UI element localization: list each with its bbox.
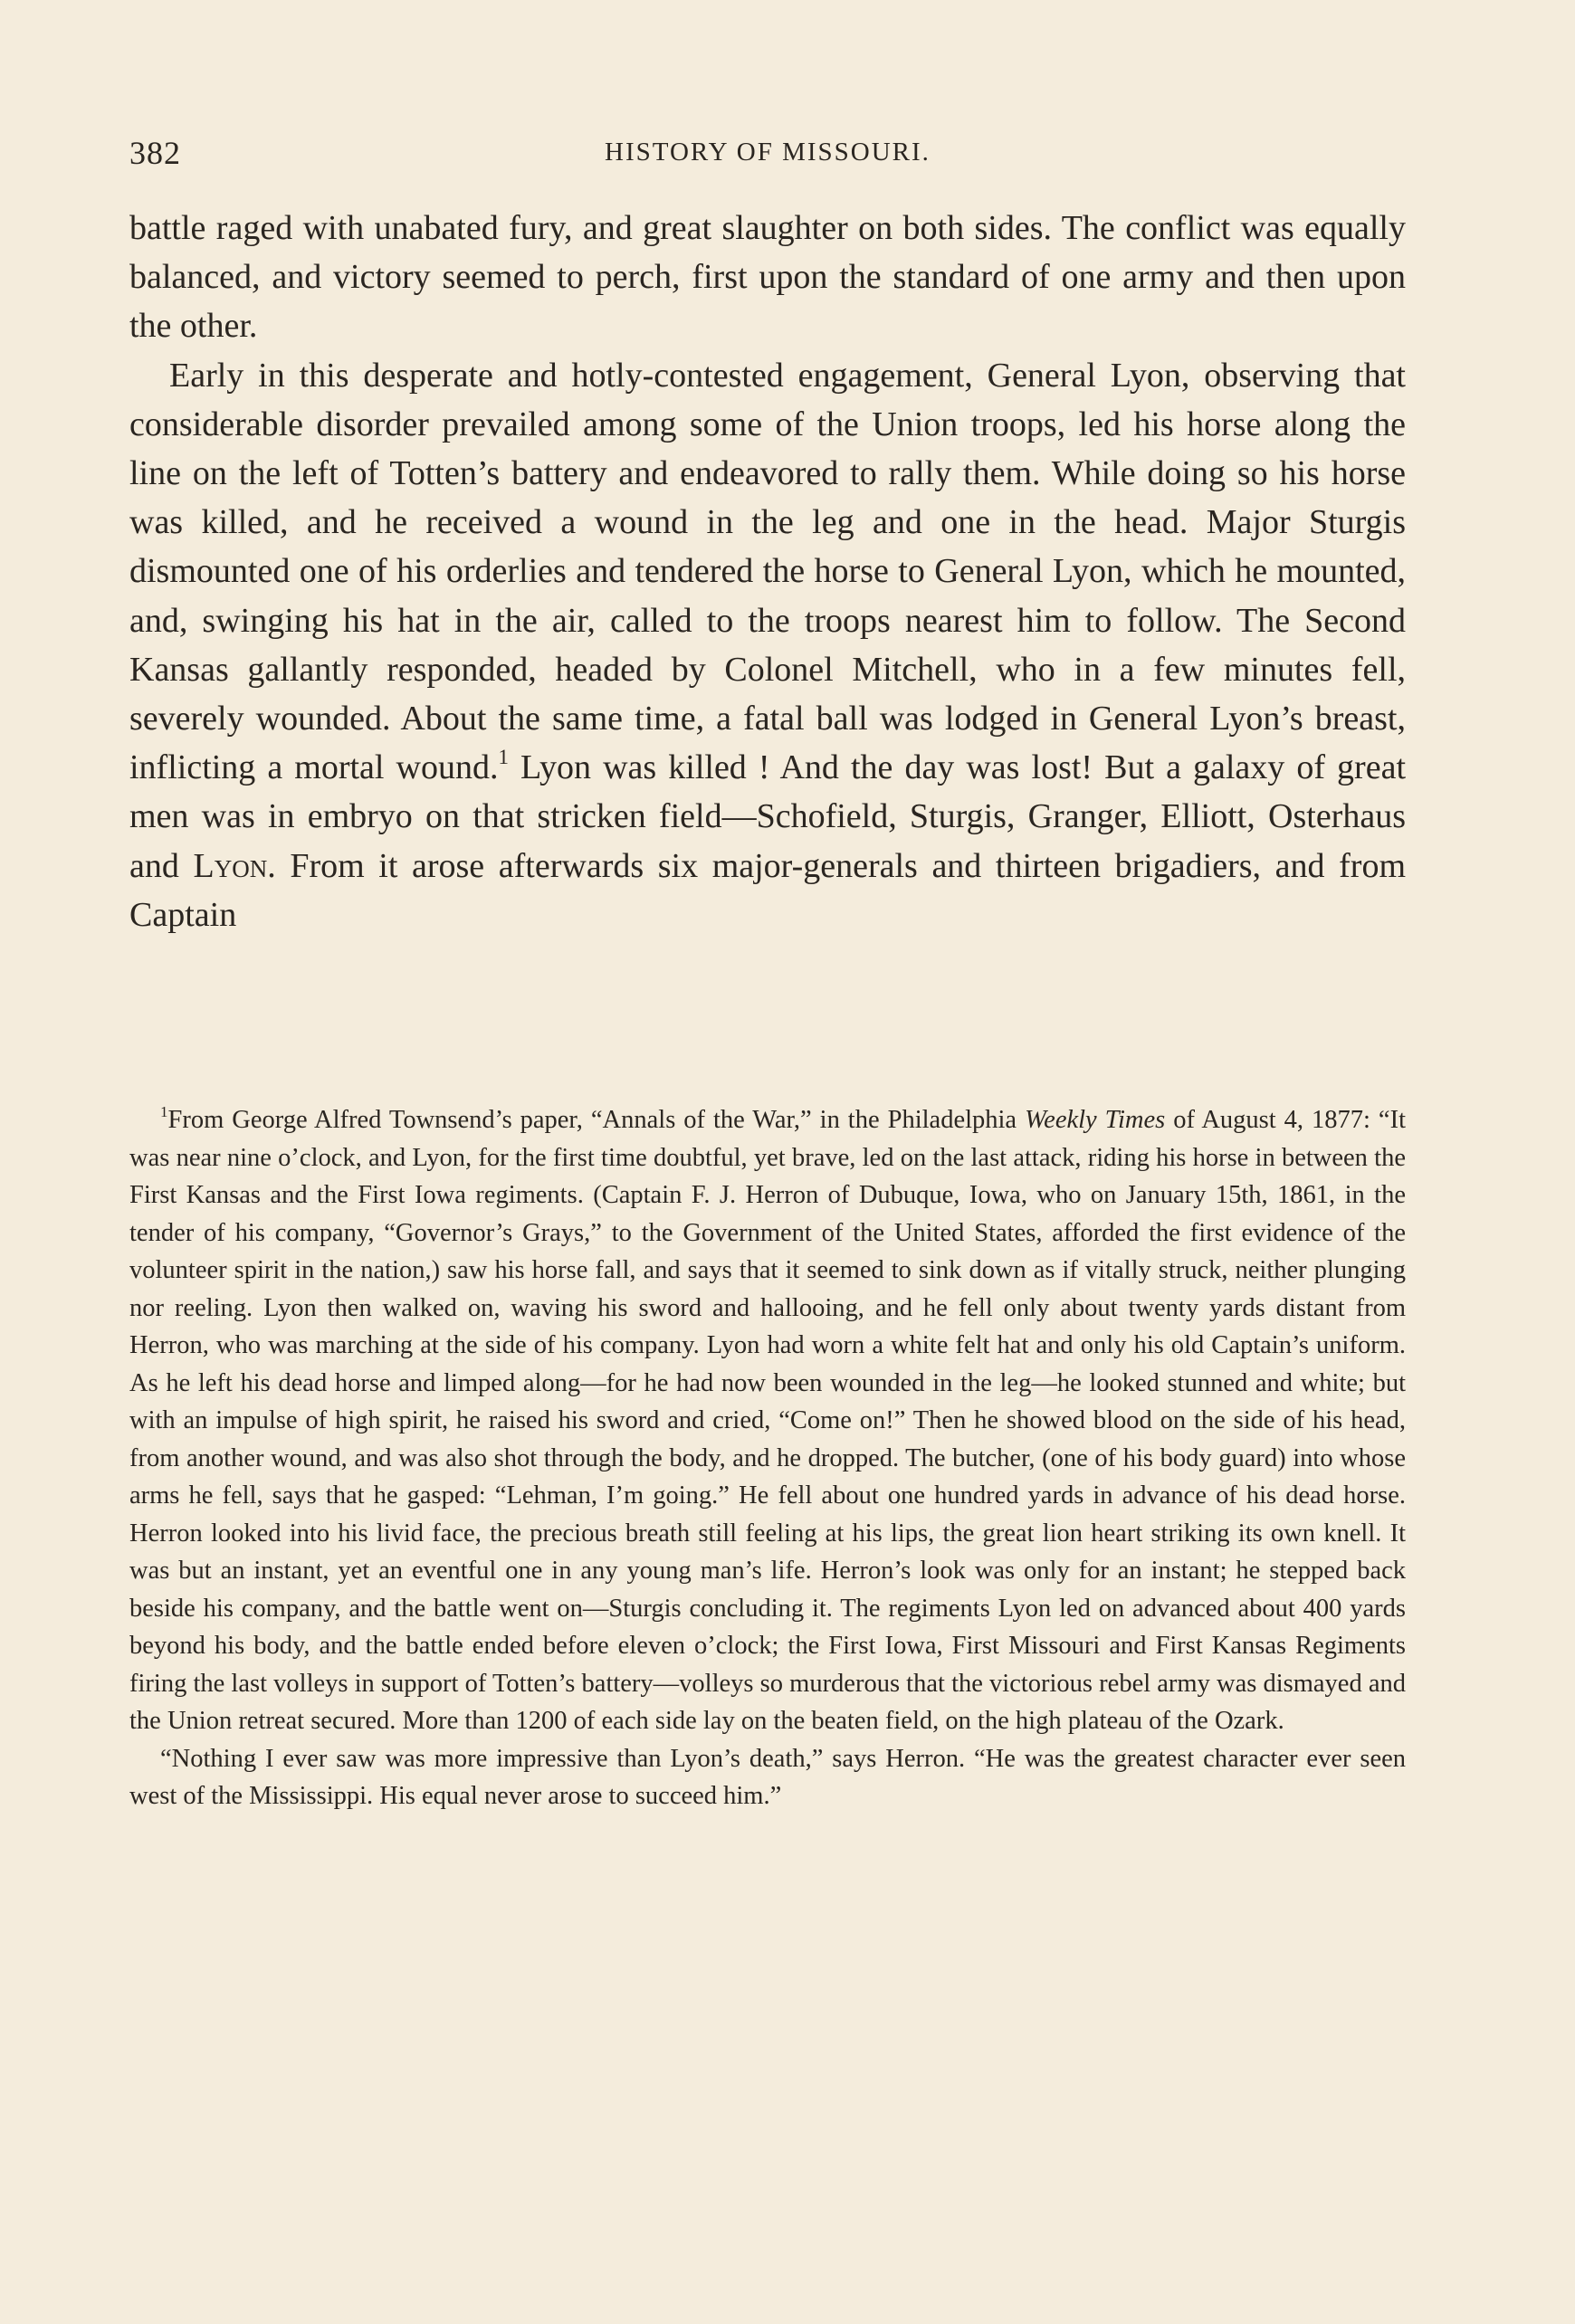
main-text [129, 204, 1406, 939]
paragraph-continuation: battle raged with unabated fury, and great slaughter on both sides. The conflict was equally balanced, and victory seemed to perch, first upon the standard of one army and then upon the other. [129, 209, 1406, 346]
footnote-text-part: of August 4, 1877: “It was near nine o’clock, and Lyon, for the first time doubtful, yet brave, led on the last attack, riding his horse in between the First Kansas and the First Iowa regiments. (Captain F. J. Herron of Dubuque, Iowa, who on January 15th, 1861, in the tender of his company, “Governor’s Grays,” to the Government of the United States, afforded the first evidence of the volunteer spirit in the nation,) saw his horse fall, and says that it seemed to sink down as if vitally struck, neither plunging nor reeling. Lyon then walked on, waving his sword and hallooing, and he fell only about twenty yards distant from Herron, who was marching at the side of his company. Lyon had worn a white felt hat and only his old Captain’s uniform. As he left his dead horse and limped along—for he had now been wounded in the leg—he looked stunned and white; but with an impulse of high spirit, he raised his sword and cried, “Come on!” Then he showed blood on the side of his head, from another wound, and was also shot through the body, and he dropped. The butcher, (one of his body guard) into whose arms he fell, says that he gasped: “Lehman, I’m going.” He fell about one hundred yards in advance of his dead horse. Herron looked into his livid face, the precious breath still feeling at his lips, the great lion heart striking its own knell. It was but an instant, yet an eventful one in any young man’s life. Herron’s look was only for an instant; he stepped back beside his company, and the battle went on—Sturgis concluding it. The regiments Lyon led on advanced about 400 yards beyond his body, and the battle ended before eleven o’clock; the First Iowa, First Missouri and First Kansas Regiments firing the last volleys in support of Totten’s battery—volleys so murderous that the victorious rebel army was dismayed and the Union retreat secured. More than 1200 of each side lay on the beaten field, on the high plateau of the Ozark. [129, 1106, 1406, 1735]
page-header [129, 134, 1406, 179]
footnote-reference: 1 [498, 746, 509, 769]
footnote-text-part: From George Alfred Townsend’s paper, “Annals of the War,” in the Philadelphia [167, 1106, 1026, 1134]
footnote-quote: “Nothing I ever saw was more impressive than Lyon’s death,” says Herron. “He was the greatest character ever seen west of the Mississippi. His equal never arose to succeed him.” [129, 1744, 1406, 1810]
paragraph-text-part: . From it arose afterwards six major-generals and thirteen brigadiers, and from Captain [129, 846, 1406, 934]
running-head: HISTORY OF MISSOURI. [605, 138, 931, 167]
footnotes [129, 1101, 1406, 1815]
page-number: 382 [129, 135, 181, 171]
footnote-1 [129, 1101, 1406, 1740]
paragraph-text-part: Early in this desperate and hotly-contested engagement, General Lyon, observing that considerable disorder prevailed among some of the Union troops, led his horse along the line on the left of Totten’s battery and endeavored to rally them. While doing so his horse was killed, and he received a wound in the leg and one in the head. Major Sturgis dismounted one of his orderlies and tendered the horse to General Lyon, which he mounted, and, swinging his hat in the air, called to the troops nearest him to follow. The Second Kansas gallantly responded, headed by Colonel Mitchell, who in a few minutes fell, severely wounded. About the same time, a fatal ball was lodged in General Lyon’s breast, inflicting a mortal wound. [129, 356, 1406, 787]
newspaper-title: Weekly Times [1025, 1106, 1166, 1134]
lyon-small-caps: Lyon [193, 846, 268, 885]
footnote-marker: 1 [160, 1103, 168, 1121]
paragraph-text-part: Lyon was killed ! And the day was lost! But a galaxy of great men was in embryo on that stricken field—Schofield, Sturgis, Granger, Elliott, Osterhaus and [129, 748, 1407, 885]
paragraph-lyon-death [129, 351, 1406, 939]
